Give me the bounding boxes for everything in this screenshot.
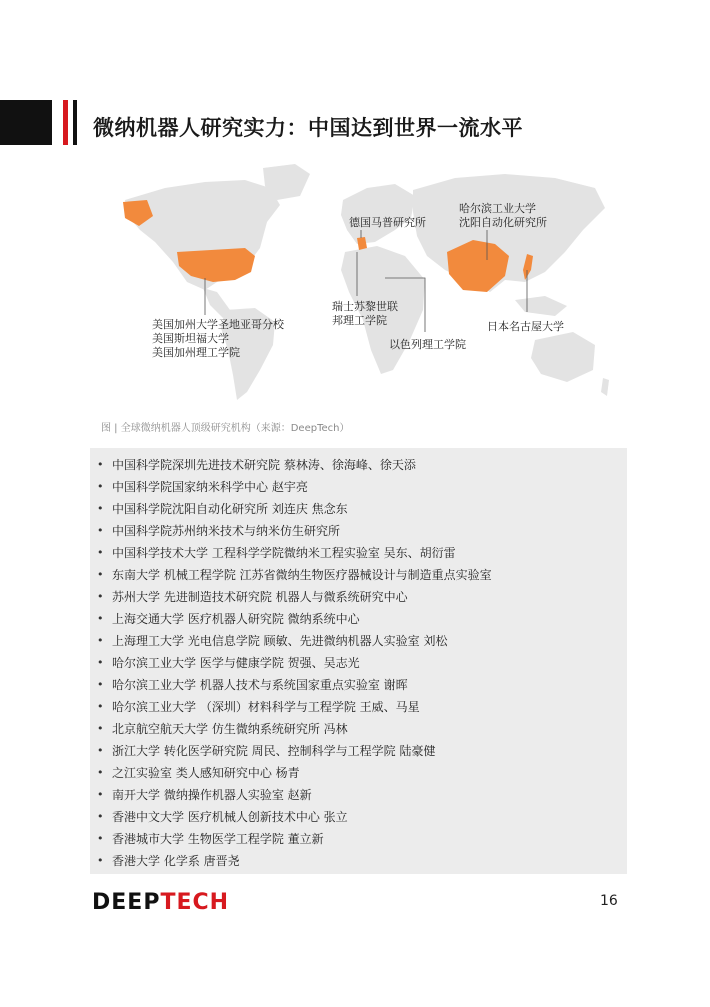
usa-institution-2: 美国斯坦福大学	[152, 332, 229, 345]
list-item: • 香港中文大学 医疗机械人创新技术中心 张立	[90, 806, 627, 828]
switzerland-label-line-1: 瑞士苏黎世联	[332, 300, 398, 313]
page-number: 16	[600, 893, 618, 909]
japan-label: 日本名古屋大学	[487, 320, 564, 333]
list-item: • 东南大学 机械工程学院 江苏省微纳生物医疗器械设计与制造重点实验室	[90, 564, 627, 586]
world-map-svg	[95, 160, 615, 410]
institutions-list	[90, 448, 627, 872]
continents	[125, 164, 609, 400]
china-institutions-label	[459, 202, 547, 230]
europe-shape	[341, 184, 415, 244]
list-item: • 哈尔滨工业大学 医学与健康学院 贺强、吴志光	[90, 652, 627, 674]
logo-part-2: TECH	[160, 890, 230, 915]
southeast-asia-shape	[515, 296, 567, 316]
list-item: • 苏州大学 先进制造技术研究院 机器人与微系统研究中心	[90, 586, 627, 608]
list-item: • 香港大学 化学系 唐晋尧	[90, 850, 627, 872]
header-black-block	[0, 100, 52, 145]
new-zealand-shape	[601, 378, 609, 396]
list-item: • 哈尔滨工业大学 （深圳）材料科学与工程学院 王威、马星	[90, 696, 627, 718]
list-item: • 浙江大学 转化医学研究院 周民、控制科学与工程学院 陆豪健	[90, 740, 627, 762]
list-item: • 哈尔滨工业大学 机器人技术与系统国家重点实验室 谢晖	[90, 674, 627, 696]
list-item: • 中国科学院深圳先进技术研究院 蔡林涛、徐海峰、徐天添	[90, 454, 627, 476]
list-item: • 中国科学院沈阳自动化研究所 刘连庆 焦念东	[90, 498, 627, 520]
figure-caption: 图 | 全球微纳机器人顶级研究机构（来源：DeepTech）	[101, 423, 350, 434]
list-item: • 上海交通大学 医疗机器人研究院 微纳系统中心	[90, 608, 627, 630]
usa-institution-3: 美国加州理工学院	[152, 346, 240, 359]
australia-shape	[531, 332, 595, 382]
header-dark-bar	[73, 100, 77, 145]
switzerland-label	[332, 300, 398, 328]
list-item: • 北京航空航天大学 仿生微纳系统研究所 冯林	[90, 718, 627, 740]
usa-institution-1: 美国加州大学圣地亚哥分校	[152, 318, 284, 331]
list-item: • 上海理工大学 光电信息学院 顾敏、先进微纳机器人实验室 刘松	[90, 630, 627, 652]
switzerland-label-line-2: 邦理工学院	[332, 314, 387, 327]
usa-institutions-label	[152, 318, 284, 360]
institutions-box	[90, 448, 627, 874]
header-red-bar	[63, 100, 68, 145]
list-item: • 中国科学技术大学 工程科学学院微纳米工程实验室 吴东、胡衍雷	[90, 542, 627, 564]
page-title: 微纳机器人研究实力：中国达到世界一流水平	[93, 116, 523, 140]
world-map	[95, 160, 615, 410]
china-institution-1: 哈尔滨工业大学	[459, 202, 536, 215]
asia-shape	[413, 174, 605, 292]
list-item: • 中国科学院苏州纳米技术与纳米仿生研究所	[90, 520, 627, 542]
list-item: • 之江实验室 类人感知研究中心 杨青	[90, 762, 627, 784]
china-institution-2: 沈阳自动化研究所	[459, 216, 547, 229]
logo-part-1: DEEP	[92, 890, 161, 915]
list-item: • 中国科学院国家纳米科学中心 赵宇亮	[90, 476, 627, 498]
israel-label: 以色列理工学院	[389, 338, 466, 351]
deeptech-logo	[92, 890, 229, 915]
list-item: • 南开大学 微纳操作机器人实验室 赵新	[90, 784, 627, 806]
list-item: • 香港城市大学 生物医学工程学院 董立新	[90, 828, 627, 850]
germany-label: 德国马普研究所	[349, 216, 426, 229]
